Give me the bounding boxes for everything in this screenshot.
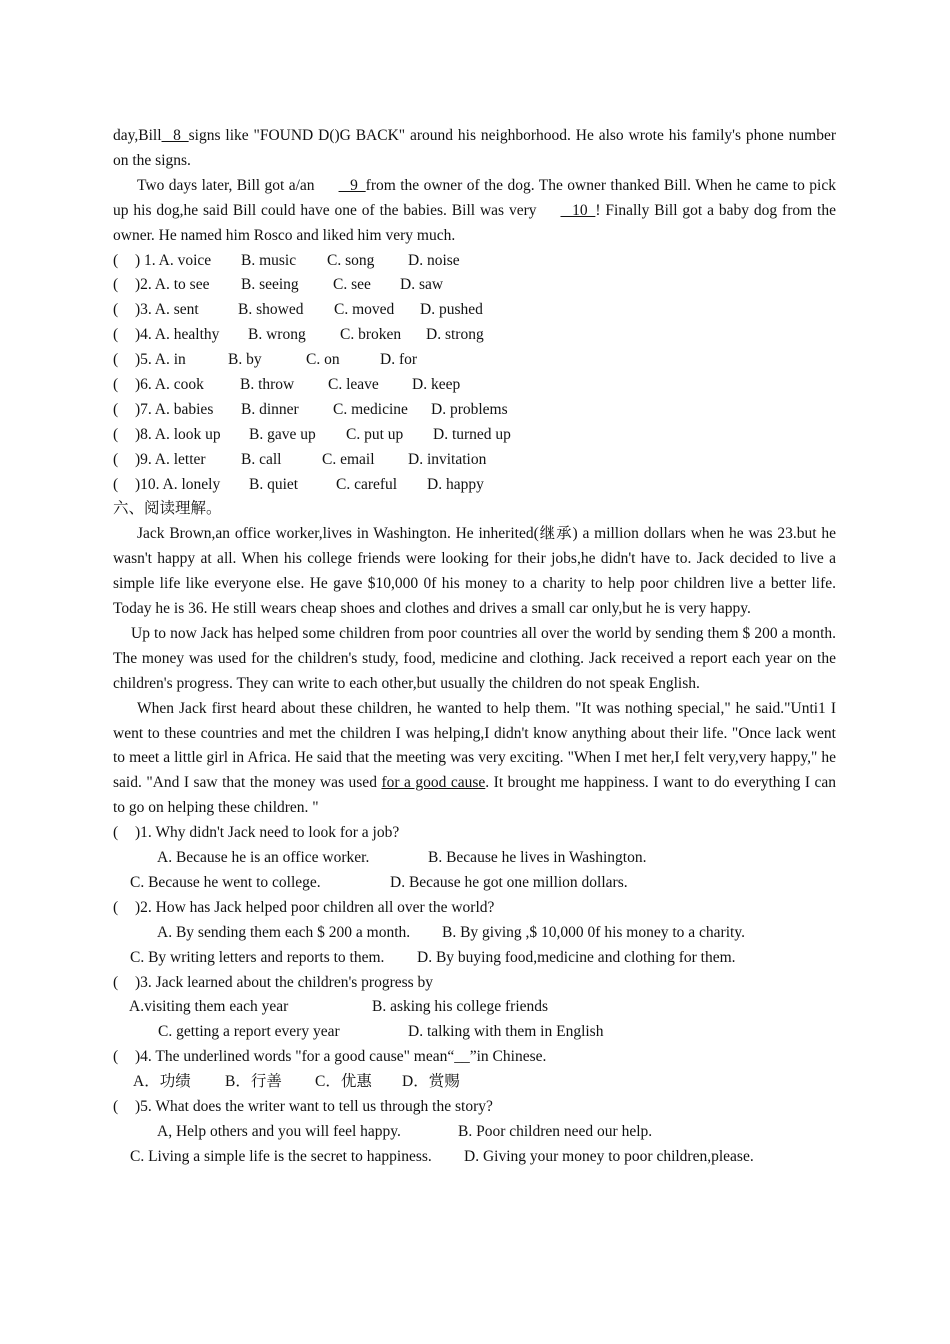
reading-options-1-ab bbox=[113, 846, 836, 871]
question-number-option-a: )3. A. sent bbox=[135, 301, 199, 319]
question-number-option-a: )8. A. look up bbox=[135, 425, 221, 443]
reading-options-2-ab bbox=[113, 921, 836, 946]
option-d: D. happy bbox=[427, 475, 484, 493]
option-d: D. turned up bbox=[433, 425, 511, 443]
cloze-question-3 bbox=[113, 298, 836, 323]
option-b: B. dinner bbox=[241, 400, 299, 418]
option-d: D. invitation bbox=[408, 450, 487, 468]
question-number-option-a: )2. A. to see bbox=[135, 276, 210, 294]
option-d: D. saw bbox=[400, 276, 444, 294]
blank-9: 9 bbox=[338, 176, 366, 194]
reading-paragraph-2: Up to now Jack has helped some children from poor countries all over the world by sending them $ 200 a month. The money was used for the children's study, food, medicine and clothing. Jack received a report each year on the children's progress. They can write to each other,but usually the children do not speak English. bbox=[113, 624, 836, 692]
cloze-question-10 bbox=[113, 473, 836, 498]
reading-question-4 bbox=[113, 1045, 836, 1070]
option-d: D. strong bbox=[426, 326, 484, 344]
cloze-question-9 bbox=[113, 448, 836, 473]
option-c: C. put up bbox=[346, 425, 404, 443]
option-a: A. Because he is an office worker. bbox=[157, 849, 370, 867]
question-text: )5. What does the writer want to tell us through the story? bbox=[135, 1098, 493, 1115]
option-b: B. wrong bbox=[248, 326, 306, 344]
cloze-question-6 bbox=[113, 373, 836, 398]
option-b: B. by bbox=[228, 351, 262, 369]
option-a: A, Help others and you will feel happy. bbox=[157, 1122, 401, 1140]
option-c: C．优惠 bbox=[315, 1073, 372, 1091]
text: . It brought me happiness. I want to do everything I can to go on helping these children. " bbox=[113, 774, 837, 817]
answer-paren: ( bbox=[113, 276, 119, 294]
question-text: )1. Why didn't Jack need to look for a job? bbox=[135, 824, 400, 842]
option-b: B. asking his college friends bbox=[372, 998, 549, 1016]
answer-paren: ( bbox=[113, 351, 119, 369]
option-a: A. By sending them each $ 200 a month. bbox=[157, 923, 411, 941]
option-d: D. Because he got one million dollars. bbox=[390, 873, 628, 891]
reading-paragraph-3 bbox=[113, 697, 836, 822]
reading-options-5-cd bbox=[113, 1145, 836, 1170]
answer-paren: ( bbox=[113, 898, 119, 916]
question-text: )4. The underlined words "for a good cause" mean“__”in Chinese. bbox=[135, 1048, 547, 1066]
text: ! Finally Bill got a baby dog from the owner. He named him Rosco and liked him very much. bbox=[113, 201, 836, 244]
option-b: B. music bbox=[241, 251, 297, 269]
cloze-question-8 bbox=[113, 423, 836, 448]
option-b: B. By giving ,$ 10,000 0f his money to a charity. bbox=[442, 923, 745, 941]
option-c: C. email bbox=[322, 450, 375, 468]
option-b: B. Poor children need our help. bbox=[458, 1122, 653, 1140]
question-number-option-a: )6. A. cook bbox=[135, 375, 204, 393]
answer-paren: ( bbox=[113, 824, 119, 842]
option-c: C. Because he went to college. bbox=[130, 873, 321, 891]
text: signs like "FOUND D()G BACK" around his neighborhood. He also wrote his family's phone number on the signs. bbox=[113, 127, 836, 169]
reading-options-2-cd bbox=[113, 946, 836, 971]
reading-question-2 bbox=[113, 896, 836, 921]
text: from the owner of the dog. The owner thanked Bill. When he came to pick up his dog,he said Bill could have one of the babies. Bill was very bbox=[113, 176, 836, 219]
option-a: A.visiting them each year bbox=[129, 998, 289, 1016]
text: When Jack first heard about these children, he wanted to help them. "It was nothing special," he said."Unti1 I went to these countries and met the children I was helping,I didn't know anything about their life. "Once lack went to meet a little girl in Africa. He said that the meeting was very exciting. "When I met her,I felt very,very happy," he said. "And I saw that the money was used bbox=[113, 699, 836, 792]
cloze-paragraph-1 bbox=[113, 124, 836, 174]
option-c: C. getting a report every year bbox=[158, 1023, 340, 1041]
option-c: C. broken bbox=[340, 326, 402, 344]
question-text: )3. Jack learned about the children's progress by bbox=[135, 973, 434, 991]
question-number-option-a: )7. A. babies bbox=[135, 400, 214, 418]
option-b: B. throw bbox=[240, 375, 295, 393]
cloze-question-2 bbox=[113, 273, 836, 298]
question-number-option-a: )10. A. lonely bbox=[135, 475, 221, 493]
option-c: C. By writing letters and reports to them. bbox=[130, 948, 385, 966]
question-text: )2. How has Jack helped poor children all over the world? bbox=[135, 898, 495, 916]
option-d: D. pushed bbox=[420, 301, 483, 319]
option-d: D. problems bbox=[431, 400, 508, 418]
reading-question-5 bbox=[113, 1095, 836, 1120]
option-c: C. leave bbox=[328, 375, 379, 393]
question-number-option-a: )4. A. healthy bbox=[135, 326, 220, 344]
answer-paren: ( bbox=[113, 475, 119, 493]
option-c: C. on bbox=[306, 351, 340, 369]
option-d: D. talking with them in English bbox=[408, 1023, 604, 1041]
answer-paren: ( bbox=[113, 301, 119, 319]
worksheet-page bbox=[113, 124, 836, 1170]
question-number-option-a: )5. A. in bbox=[135, 351, 186, 369]
text: day,Bill bbox=[113, 127, 162, 144]
option-b: B. call bbox=[241, 450, 282, 468]
answer-paren: ( bbox=[113, 400, 119, 418]
reading-options-3-ab bbox=[113, 995, 836, 1020]
answer-paren: ( bbox=[113, 450, 119, 468]
cloze-question-5 bbox=[113, 348, 836, 373]
answer-paren: ( bbox=[113, 326, 119, 344]
answer-paren: ( bbox=[113, 251, 119, 269]
option-c: C. careful bbox=[336, 475, 398, 493]
option-c: C. moved bbox=[334, 301, 395, 319]
answer-paren: ( bbox=[113, 973, 119, 991]
option-d: D. keep bbox=[412, 375, 461, 393]
answer-paren: ( bbox=[113, 425, 119, 443]
blank-8: 8 bbox=[161, 127, 189, 144]
answer-paren: ( bbox=[113, 1098, 119, 1115]
option-d: D. Giving your money to poor children,please. bbox=[464, 1147, 754, 1165]
reading-options-3-cd bbox=[113, 1020, 836, 1045]
option-c: C. medicine bbox=[333, 400, 408, 418]
question-number-option-a: ) 1. A. voice bbox=[135, 251, 212, 269]
answer-paren: ( bbox=[113, 375, 119, 393]
option-b: B. showed bbox=[238, 301, 304, 319]
option-a: A．功绩 bbox=[133, 1073, 191, 1091]
option-b: B．行善 bbox=[225, 1073, 282, 1091]
option-c: C. Living a simple life is the secret to happiness. bbox=[130, 1147, 432, 1165]
section-title: 六、阅读理解。 bbox=[113, 500, 222, 518]
option-d: D. noise bbox=[408, 251, 460, 269]
option-d: D. By buying food,medicine and clothing for them. bbox=[417, 948, 736, 966]
option-b: B. seeing bbox=[241, 276, 299, 294]
cloze-question-4 bbox=[113, 323, 836, 348]
reading-options-4 bbox=[113, 1070, 836, 1095]
cloze-paragraph-2 bbox=[113, 174, 836, 249]
option-b: B. Because he lives in Washington. bbox=[428, 849, 647, 867]
question-number-option-a: )9. A. letter bbox=[135, 450, 206, 468]
cloze-question-1 bbox=[113, 249, 836, 274]
option-b: B. quiet bbox=[249, 475, 299, 493]
reading-options-1-cd bbox=[113, 871, 836, 896]
option-c: C. see bbox=[333, 276, 371, 294]
reading-paragraph-1: Jack Brown,an office worker,lives in Washington. He inherited(继承) a million dollars when he was 23.but he wasn't happy at all. When his college friends were looking for their jobs,he didn't have to. Jack decided to live a simple life like everyone else. He gave $10,000 0f his money to a charity to help poor children live a better life. Today he is 36. He still wears cheap shoes and clothes and drives a small car only,but he is very happy. bbox=[113, 525, 836, 618]
option-b: B. gave up bbox=[249, 425, 316, 443]
reading-question-1 bbox=[113, 821, 836, 846]
answer-paren: ( bbox=[113, 1048, 119, 1066]
text: Two days later, Bill got a/an bbox=[137, 176, 315, 194]
option-d: D. for bbox=[380, 351, 418, 369]
option-c: C. song bbox=[327, 251, 375, 269]
option-d: D．赏赐 bbox=[402, 1073, 460, 1091]
blank-10: 10 bbox=[560, 201, 596, 219]
cloze-question-7 bbox=[113, 398, 836, 423]
underlined-phrase: for a good cause bbox=[381, 774, 486, 792]
reading-question-3 bbox=[113, 971, 836, 996]
reading-options-5-ab bbox=[113, 1120, 836, 1145]
